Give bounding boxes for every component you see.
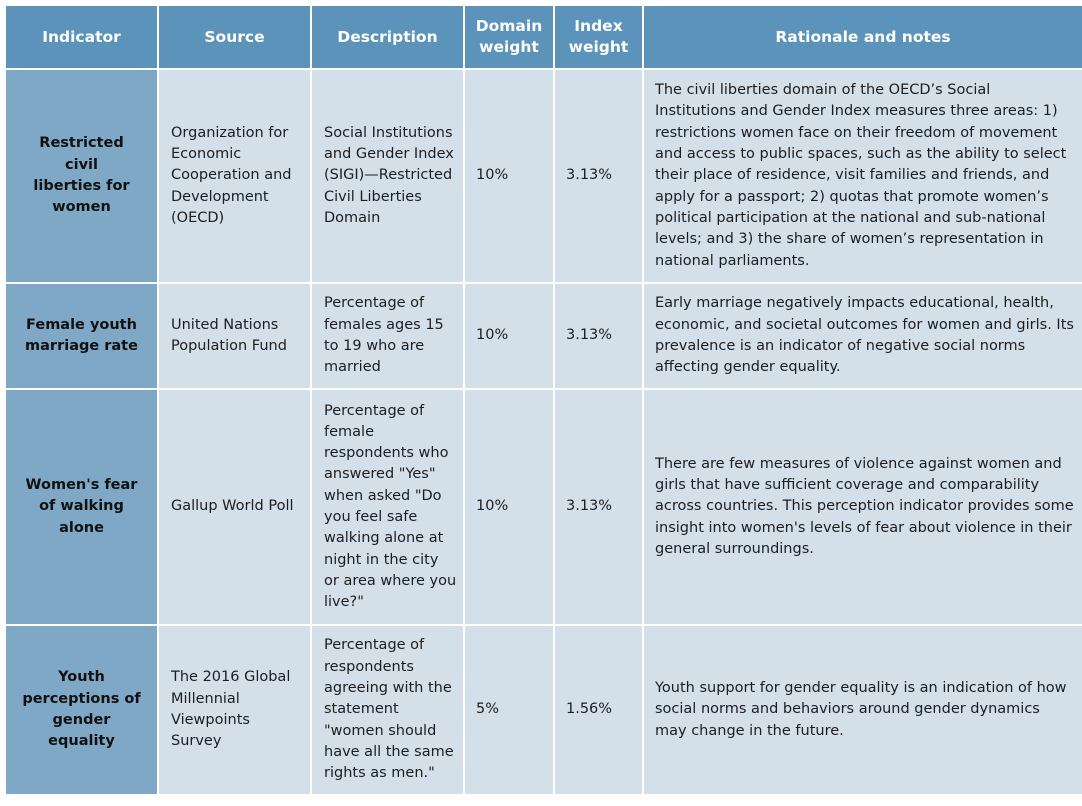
header-source: Source — [158, 5, 311, 69]
header-rationale: Rationale and notes — [643, 5, 1082, 69]
description-cell — [311, 389, 464, 625]
notes-cell — [643, 625, 1082, 795]
table-row — [5, 625, 1082, 795]
domain-weight-text: 10% — [476, 327, 509, 344]
notes-cell — [643, 389, 1082, 625]
description-text: Percentage of females ages 15 to 19 who are married — [324, 295, 444, 376]
index-weight-cell — [554, 389, 643, 625]
description-text: Percentage of female respondents who answered "Yes" when asked "Do you feel safe walking alone at night in the city or area where you live?" — [324, 402, 457, 611]
domain-weight-cell — [464, 69, 554, 283]
indicator-cell — [5, 625, 158, 795]
domain-weight-text: 5% — [476, 701, 500, 718]
domain-weight-text: 10% — [476, 498, 509, 515]
header-index-weight: Index weight — [554, 5, 643, 69]
notes-text: Youth support for gender equality is an indication of how social norms and behaviors around gender dynamics may change in the future. — [655, 680, 1067, 739]
source-text: Organization for Economic Cooperation and Development (OECD) — [171, 124, 292, 226]
description-cell — [311, 283, 464, 389]
indicator-cell — [5, 69, 158, 283]
source-cell — [158, 283, 311, 389]
indicator-cell — [5, 389, 158, 625]
notes-text: Early marriage negatively impacts educational, health, economic, and societal outcomes for women and girls. Its prevalence is an indicator of negative social norms affecting gender equality. — [655, 295, 1074, 376]
notes-text: There are few measures of violence against women and girls that have sufficient coverage and comparability across countries. This perception indicator provides some insight into women's levels of fear about violence in their general surroundings. — [655, 455, 1074, 557]
description-text: Percentage of respondents agreeing with the statement "women should have all the same rights as men." — [324, 637, 454, 782]
header-row — [5, 5, 1082, 69]
notes-cell — [643, 69, 1082, 283]
source-cell — [158, 389, 311, 625]
indicators-table — [4, 4, 1082, 796]
source-text: United Nations Population Fund — [171, 316, 287, 354]
notes-text: The civil liberties domain of the OECD’s Social Institutions and Gender Index measures three areas: 1) restrictions women face on their freedom of movement and access to public spaces, such as the ability to select their place of residence, visit families and friends, and apply for a passport; 2) quotas that promote women’s political participation at the national and sub-national levels; and 3) the share of women’s representation in national parliaments. — [655, 82, 1067, 269]
header-description: Description — [311, 5, 464, 69]
indicator-text: Restricted civil liberties for women — [33, 135, 130, 216]
indicator-text: Youth perceptions of gender equality — [22, 669, 141, 750]
index-weight-cell — [554, 69, 643, 283]
index-weight-text: 3.13% — [566, 327, 613, 344]
table-row — [5, 389, 1082, 625]
source-cell — [158, 69, 311, 283]
domain-weight-cell — [464, 389, 554, 625]
index-weight-text: 1.56% — [566, 701, 613, 718]
description-cell — [311, 625, 464, 795]
description-text: Social Institutions and Gender Index (SIGI)—Restricted Civil Liberties Domain — [324, 124, 454, 226]
domain-weight-cell — [464, 283, 554, 389]
header-indicator: Indicator — [5, 5, 158, 69]
source-text: Gallup World Poll — [171, 498, 294, 515]
index-weight-text: 3.13% — [566, 498, 613, 515]
domain-weight-text: 10% — [476, 167, 509, 184]
table-row — [5, 69, 1082, 283]
index-weight-cell — [554, 625, 643, 795]
indicator-text: Female youth marriage rate — [25, 316, 138, 354]
indicator-cell — [5, 283, 158, 389]
indicator-text: Women's fear of walking alone — [25, 477, 138, 536]
domain-weight-cell — [464, 625, 554, 795]
header-domain-weight: Domain weight — [464, 5, 554, 69]
index-weight-cell — [554, 283, 643, 389]
notes-cell — [643, 283, 1082, 389]
table-row — [5, 283, 1082, 389]
source-cell — [158, 625, 311, 795]
source-text: The 2016 Global Millennial Viewpoints Survey — [171, 669, 291, 750]
description-cell — [311, 69, 464, 283]
index-weight-text: 3.13% — [566, 167, 613, 184]
